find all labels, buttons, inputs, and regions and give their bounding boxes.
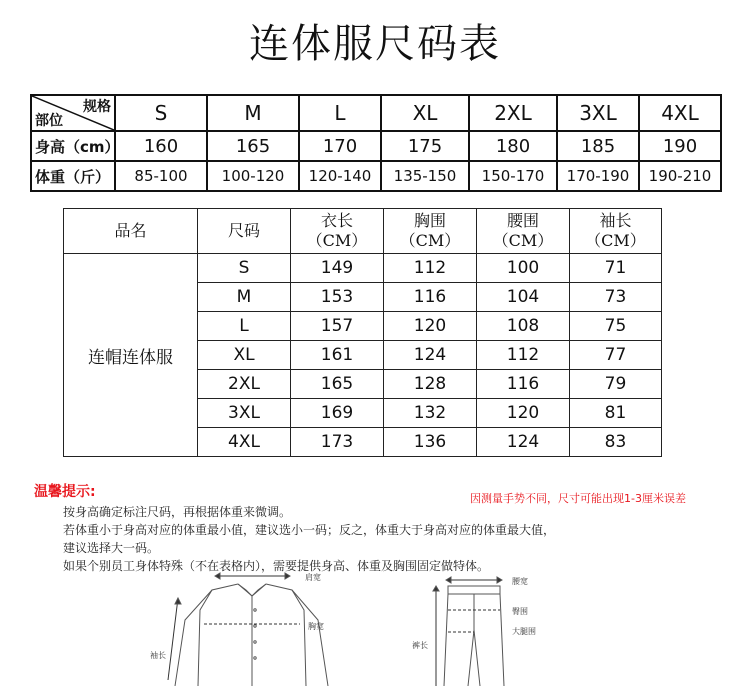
height-row	[31, 131, 721, 161]
waist-cell: 124	[477, 428, 570, 457]
height-cell: 160	[115, 131, 207, 161]
body-size-table	[30, 94, 722, 192]
sleeve-cell: 77	[570, 341, 662, 370]
weight-row	[31, 161, 721, 191]
sleeve-cell: 83	[570, 428, 662, 457]
size-cell: 3XL	[198, 399, 291, 428]
sleeve-cell: 81	[570, 399, 662, 428]
shirt-sleeve-label: 袖长	[150, 651, 166, 660]
length-cell: 169	[291, 399, 384, 428]
weight-cell: 135-150	[381, 161, 469, 191]
height-cell: 185	[557, 131, 639, 161]
size-cell: L	[299, 95, 381, 131]
shirt-chest-label: 胸宽	[308, 622, 324, 631]
size-header-row	[31, 95, 721, 131]
pants-thigh-label: 大腿围	[512, 627, 536, 636]
header-product-name: 品名	[64, 209, 198, 254]
page-title: 连体服尺码表	[249, 21, 501, 67]
height-label: 身高（cm）	[31, 131, 115, 161]
waist-cell: 120	[477, 399, 570, 428]
length-cell: 153	[291, 283, 384, 312]
measurement-diagram	[0, 560, 750, 686]
sleeve-cell: 75	[570, 312, 662, 341]
size-cell: 2XL	[469, 95, 557, 131]
length-cell: 157	[291, 312, 384, 341]
sleeve-cell: 79	[570, 370, 662, 399]
height-cell: 190	[639, 131, 721, 161]
sleeve-cell: 73	[570, 283, 662, 312]
size-cell: M	[207, 95, 299, 131]
weight-cell: 190-210	[639, 161, 721, 191]
pants-icon	[433, 577, 504, 686]
waist-cell: 116	[477, 370, 570, 399]
table-corner	[31, 95, 115, 131]
pants-length-label: 裤长	[412, 641, 428, 650]
pants-hip-label: 臀围	[512, 607, 528, 616]
weight-cell: 170-190	[557, 161, 639, 191]
weight-cell: 150-170	[469, 161, 557, 191]
size-cell: XL	[198, 341, 291, 370]
waist-cell: 100	[477, 254, 570, 283]
garment-measure-table	[63, 208, 662, 457]
chest-cell: 136	[384, 428, 477, 457]
header-size: 尺码	[198, 209, 291, 254]
tips-error-note: 因测量手势不同，尺寸可能出现1-3厘米误差	[470, 492, 686, 505]
measure-header-row	[64, 209, 662, 254]
tip-line-2: 若体重小于身高对应的体重最小值，建议选小一码；反之，体重大于身高对应的体重最大值，	[63, 523, 556, 537]
size-cell: XL	[381, 95, 469, 131]
shirt-icon	[168, 573, 328, 686]
waist-cell: 112	[477, 341, 570, 370]
length-cell: 173	[291, 428, 384, 457]
weight-cell: 85-100	[115, 161, 207, 191]
corner-spec-label: 规格	[83, 99, 111, 115]
length-cell: 165	[291, 370, 384, 399]
size-cell: M	[198, 283, 291, 312]
height-cell: 165	[207, 131, 299, 161]
table-row	[64, 254, 662, 283]
chest-cell: 116	[384, 283, 477, 312]
length-cell: 161	[291, 341, 384, 370]
length-cell: 149	[291, 254, 384, 283]
product-name-cell: 连帽连体服	[64, 254, 198, 457]
tip-line-3: 建议选择大一码。	[63, 541, 160, 555]
tips-title: 温馨提示:	[34, 484, 96, 500]
chest-cell: 112	[384, 254, 477, 283]
weight-cell: 120-140	[299, 161, 381, 191]
sleeve-cell: 71	[570, 254, 662, 283]
header-chest: 胸围 （CM）	[384, 209, 477, 254]
tip-line-4: 如果个别员工身体特殊（不在表格内），需要提供身高、体重及胸围固定做特体。	[63, 559, 490, 573]
size-cell: 4XL	[198, 428, 291, 457]
shirt-shoulder-label: 肩宽	[305, 573, 321, 582]
header-waist: 腰围 （CM）	[477, 209, 570, 254]
waist-cell: 108	[477, 312, 570, 341]
size-cell: 2XL	[198, 370, 291, 399]
corner-part-label: 部位	[35, 113, 63, 129]
size-cell: L	[198, 312, 291, 341]
size-cell: 3XL	[557, 95, 639, 131]
header-sleeve: 袖长 （CM）	[570, 209, 662, 254]
chest-cell: 124	[384, 341, 477, 370]
pants-waist-label: 腰宽	[512, 577, 528, 586]
weight-cell: 100-120	[207, 161, 299, 191]
tip-line-1: 按身高确定标注尺码，再根据体重来微调。	[63, 505, 292, 519]
chest-cell: 120	[384, 312, 477, 341]
header-length: 衣长 （CM）	[291, 209, 384, 254]
weight-label: 体重（斤）	[31, 161, 115, 191]
size-cell: S	[198, 254, 291, 283]
height-cell: 170	[299, 131, 381, 161]
chest-cell: 128	[384, 370, 477, 399]
size-cell: 4XL	[639, 95, 721, 131]
size-cell: S	[115, 95, 207, 131]
waist-cell: 104	[477, 283, 570, 312]
height-cell: 175	[381, 131, 469, 161]
height-cell: 180	[469, 131, 557, 161]
chest-cell: 132	[384, 399, 477, 428]
